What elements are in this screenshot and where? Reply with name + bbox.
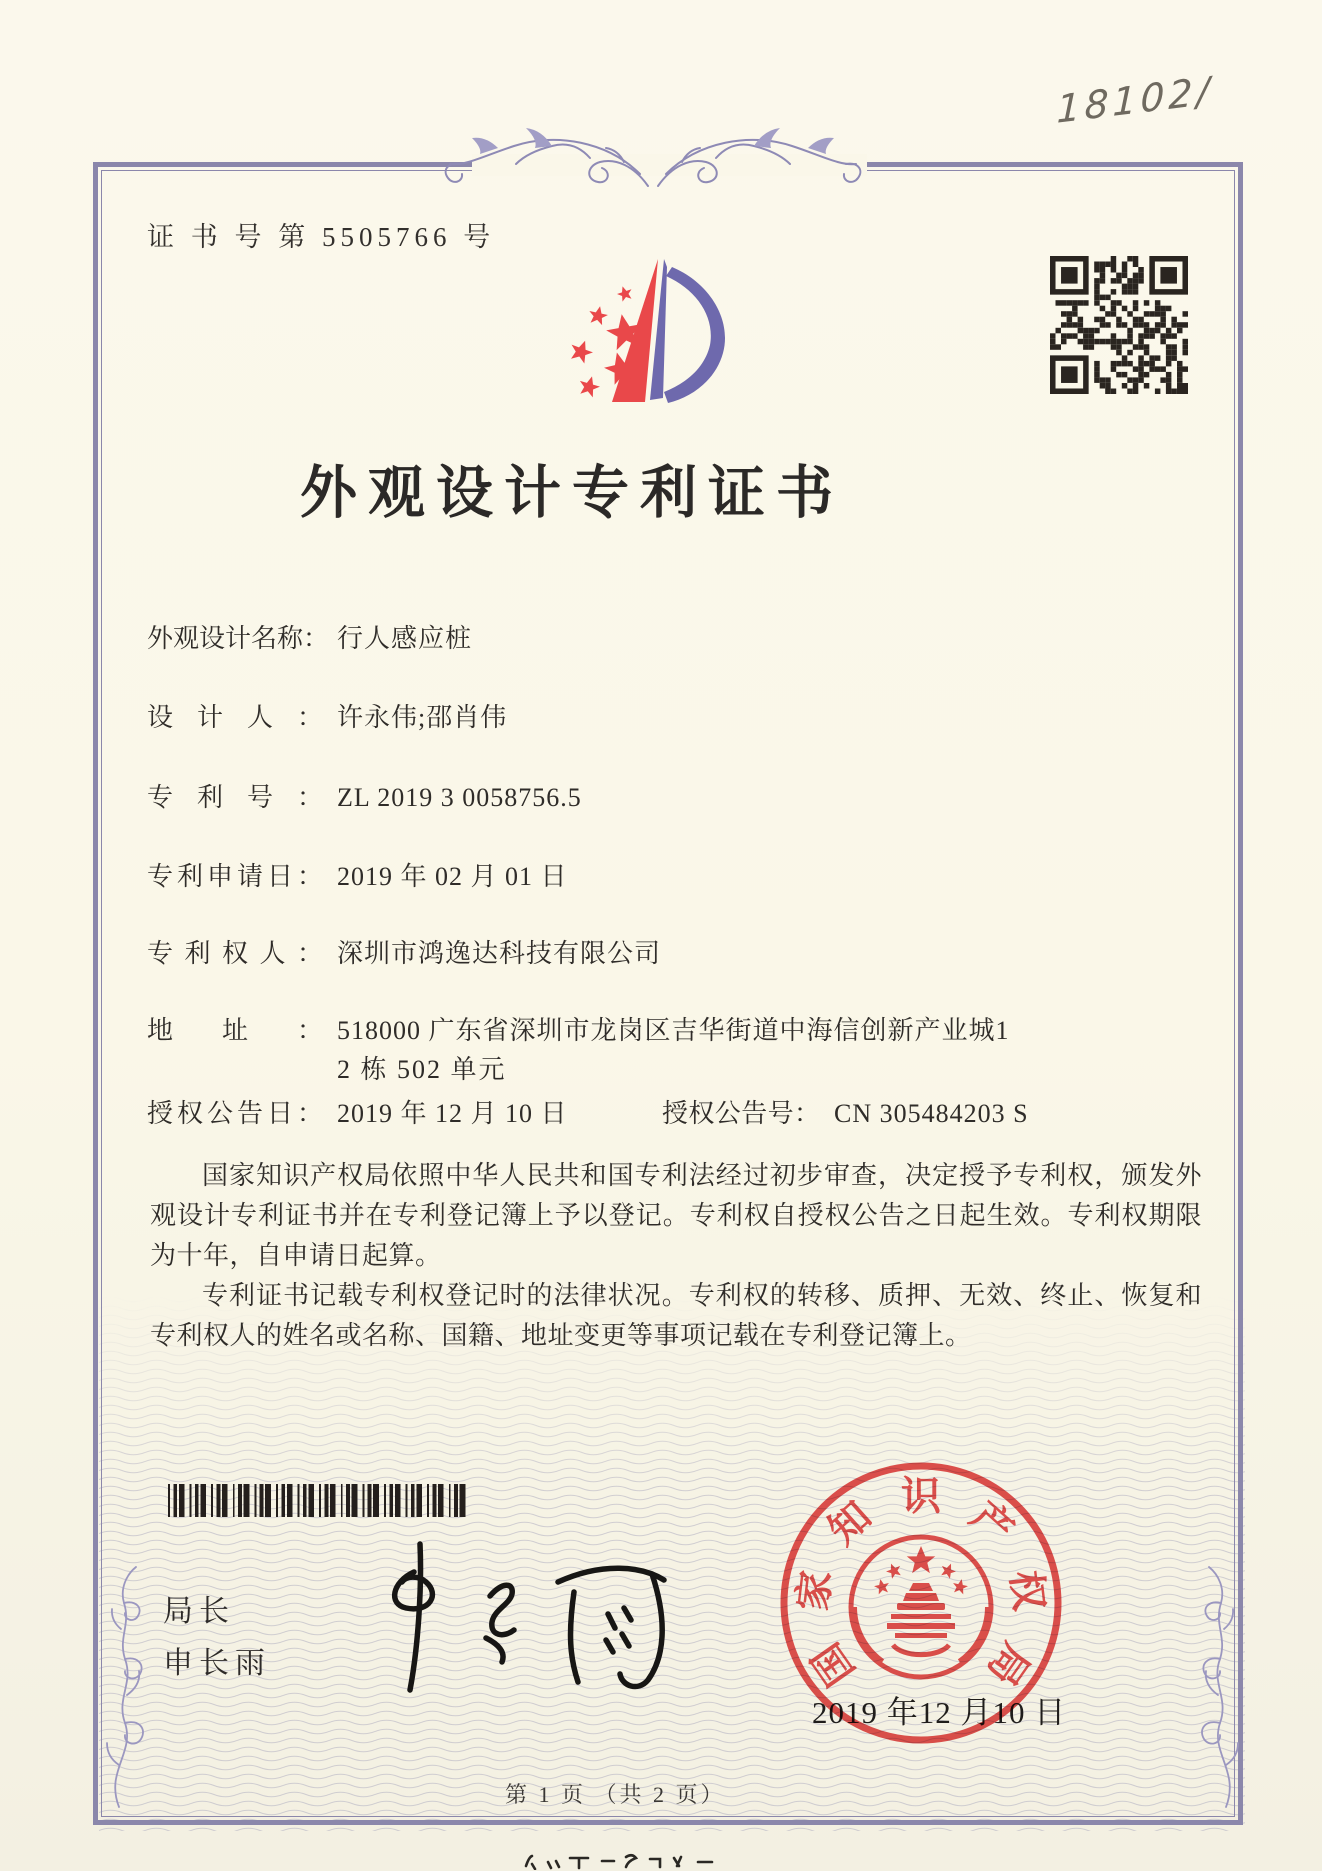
field-patent-number (147, 777, 582, 814)
legal-paragraph-1: 国家知识产权局依照中华人民共和国专利法经过初步审查，决定授予专利权，颁发外观设计专利证书并在专利登记簿上予以登记。专利权自授权公告之日起生效。专利权期限为十年，自申请日起算。 (150, 1161, 1202, 1270)
field-value: CN 305484203 S (834, 1099, 1029, 1128)
signatory-title: 局长 (163, 1595, 235, 1628)
seal-char: 局 (978, 1635, 1039, 1694)
field-address-line2: 2 栋 502 单元 (337, 1055, 507, 1084)
field-value: 518000 广东省深圳市龙岗区吉华街道中海信创新产业城1 (337, 1016, 1010, 1045)
barcode-icon (168, 1484, 468, 1517)
seal-char: 知 (819, 1492, 880, 1554)
signatory-name: 申长雨 (163, 1647, 271, 1680)
field-label: 专利号： (147, 783, 323, 812)
field-value: 2019 年 02 月 01 日 (337, 862, 568, 891)
seal-char: 国 (803, 1635, 864, 1694)
qr-code-icon (1050, 256, 1188, 394)
cutoff-text-fragment (518, 1848, 728, 1870)
seal-char: 识 (901, 1473, 941, 1519)
field-label: 地址： (147, 1016, 323, 1045)
seal-char: 权 (1002, 1568, 1052, 1613)
field-value: 深圳市鸿逸达科技有限公司 (337, 939, 662, 968)
signature-icon (362, 1538, 672, 1706)
field-filing-date (147, 856, 568, 893)
legal-text (150, 1156, 1202, 1356)
field-label: 设计人： (147, 703, 323, 732)
seal-date: 2019 年12 月10 日 (812, 1695, 1067, 1730)
certificate-number: 证 书 号 第 5505766 号 (147, 222, 496, 252)
field-grant-number (662, 1093, 1029, 1130)
field-value: ZL 2019 3 0058756.5 (337, 783, 582, 812)
top-flourish-ornament (430, 96, 875, 208)
field-grant-date (147, 1093, 568, 1130)
national-emblem-icon (851, 1537, 991, 1677)
seal-char: 家 (790, 1568, 840, 1613)
field-label: 授权公告号： (662, 1099, 820, 1128)
field-designer (147, 697, 507, 734)
corner-vine-ornament-right (1148, 1555, 1244, 1811)
seal-char: 产 (962, 1492, 1023, 1554)
cnipa-logo-icon (525, 245, 745, 415)
field-label: 专利申请日： (147, 862, 323, 891)
field-label: 专利权人： (147, 939, 323, 968)
field-value: 行人感应桩 (337, 624, 473, 653)
field-patentee (147, 933, 661, 970)
field-value: 许永伟;邵肖伟 (337, 703, 508, 732)
field-label: 授权公告日： (147, 1099, 323, 1128)
document-title: 外观设计专利证书 (300, 462, 844, 525)
field-address (147, 1010, 1010, 1047)
field-label: 外观设计名称： (147, 624, 330, 653)
field-design-name (147, 618, 472, 655)
field-value: 2019 年 12 月 10 日 (337, 1099, 568, 1128)
handwritten-note: 18102/ (1056, 68, 1214, 132)
official-seal (775, 1457, 1067, 1749)
page-number: 第 1 页 （共 2 页） (505, 1782, 726, 1807)
legal-paragraph-2: 专利证书记载专利权登记时的法律状况。专利权的转移、质押、无效、终止、恢复和专利权人的姓名或名称、国籍、地址变更等事项记载在专利登记簿上。 (150, 1281, 1202, 1350)
